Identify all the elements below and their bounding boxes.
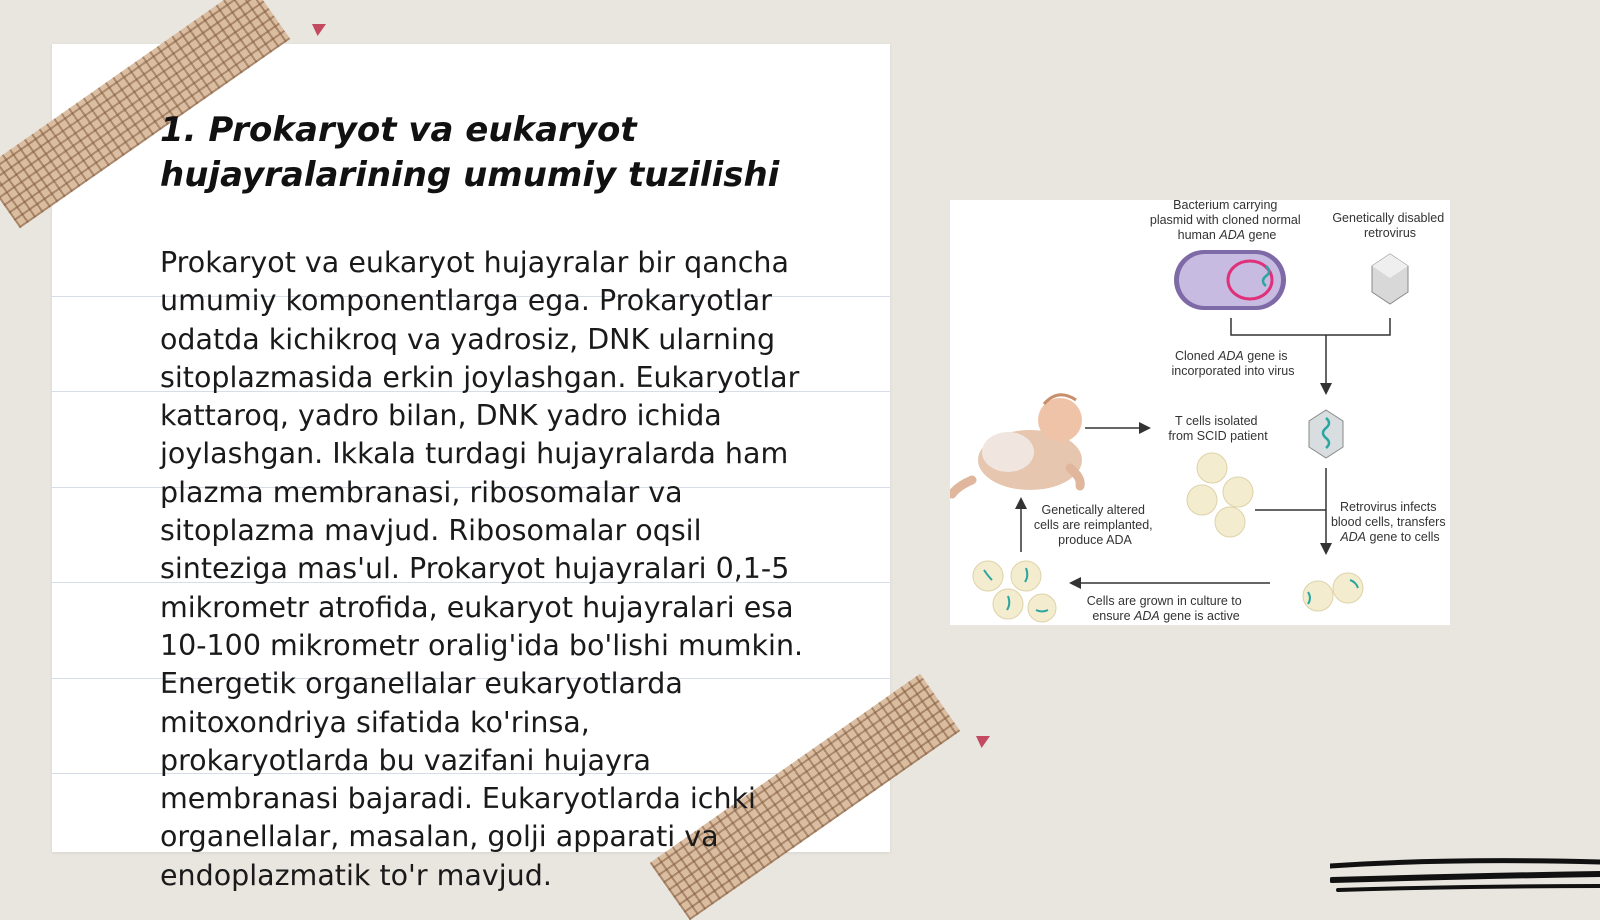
infected-cells [1303,573,1363,611]
retrovirus-icon [1372,254,1408,304]
altered-cells-label-line: produce ADA [1058,533,1132,547]
tape-tip-decoration [312,24,326,36]
culture-label-line: Cells are grown in culture to [1086,594,1242,608]
retrovirus-infects-label-line: Retrovirus infects [1339,500,1437,514]
baby-patient-illustration [952,395,1082,494]
retrovirus-infects-label-line: blood cells, transfers [1330,515,1446,529]
retrovirus-label-line: retrovirus [1363,226,1417,240]
body-line: 10-100 mikrometr oralig'ida bo'lishi mumkin. [160,628,804,662]
gene-therapy-diagram-svg [950,200,1450,625]
recombinant-virus-icon [1309,410,1343,458]
retrovirus-infects-label-line: ADA gene to cells [1340,530,1440,544]
body-line: umumiy komponentlarga ega. Prokaryotlar [160,284,772,318]
bacterium-label-line: Bacterium carrying [1173,200,1278,212]
culture-label-line: ensure ADA gene is active [1092,609,1240,623]
slide-title-line-1: 1. Prokaryot va eukaryot [160,110,637,150]
slide-title [160,108,840,198]
t-cells-label-line: from SCID patient [1168,429,1268,443]
bacterium-icon [1174,250,1286,310]
t-cells-label-line: T cells isolated [1175,414,1258,428]
tape-tip-decoration [976,736,990,748]
bacterium-label-line: human ADA gene [1177,228,1277,242]
body-line: mitoxondriya sifatida ko'rinsa, [160,705,590,739]
body-line: Energetik organellalar eukaryotlarda [160,667,683,701]
bacterium-label-line: plasmid with cloned normal [1149,213,1301,227]
body-line: organellalar, masalan, golji apparati va [160,820,719,854]
body-line: endoplazmatik to'r mavjud. [160,858,552,892]
body-line: prokaryotlarda bu vazifani hujayra [160,743,652,777]
retrovirus-infects-label [1331,500,1449,544]
slide-title-line-2: hujayralarining umumiy tuzilishi [160,155,780,195]
body-line: sitoplazmasida erkin joylashgan. Eukaryotlar [160,360,800,394]
t-cell-cluster [1187,453,1253,537]
merge-connector [1231,318,1390,335]
body-line: kattaroq, yadro bilan, DNK yadro ichida [160,399,722,433]
cloned-gene-label-line: Cloned ADA gene is [1174,349,1288,363]
t-cells-label [1168,414,1268,443]
culture-label [1087,594,1245,623]
retrovirus-label-line: Genetically disabled [1332,211,1445,225]
body-line: sinteziga mas'ul. Prokaryot hujayralari 0,1-5 [160,552,790,586]
body-line: membranasi bajaradi. Eukaryotlarda ichki [160,782,756,816]
retrovirus-label [1332,211,1447,240]
decorative-brush-lines [1330,850,1600,900]
body-line: Prokaryot va eukaryot hujayralar bir qancha [160,246,789,279]
body-line: sitoplazma mavjud. Ribosomalar oqsil [160,514,702,548]
body-line: joylashgan. Ikkala turdagi hujayralarda ham [160,437,789,471]
cloned-gene-label [1172,349,1295,378]
altered-cells-label-line: Genetically altered [1041,503,1146,517]
altered-cell-cluster [973,561,1056,622]
bacterium-label [1150,200,1304,242]
gene-therapy-diagram [950,200,1450,625]
altered-cells-label-line: cells are reimplanted, [1033,518,1153,532]
altered-cells-label [1034,503,1156,547]
body-line: odatda kichikroq va yadrosiz, DNK ularning [160,322,776,356]
body-line: plazma membranasi, ribosomalar va [160,475,683,509]
cloned-gene-label-line: incorporated into virus [1171,364,1295,378]
slide-body-paragraph [160,244,850,895]
body-line: mikrometr atrofida, eukaryot hujayralari esa [160,590,794,624]
